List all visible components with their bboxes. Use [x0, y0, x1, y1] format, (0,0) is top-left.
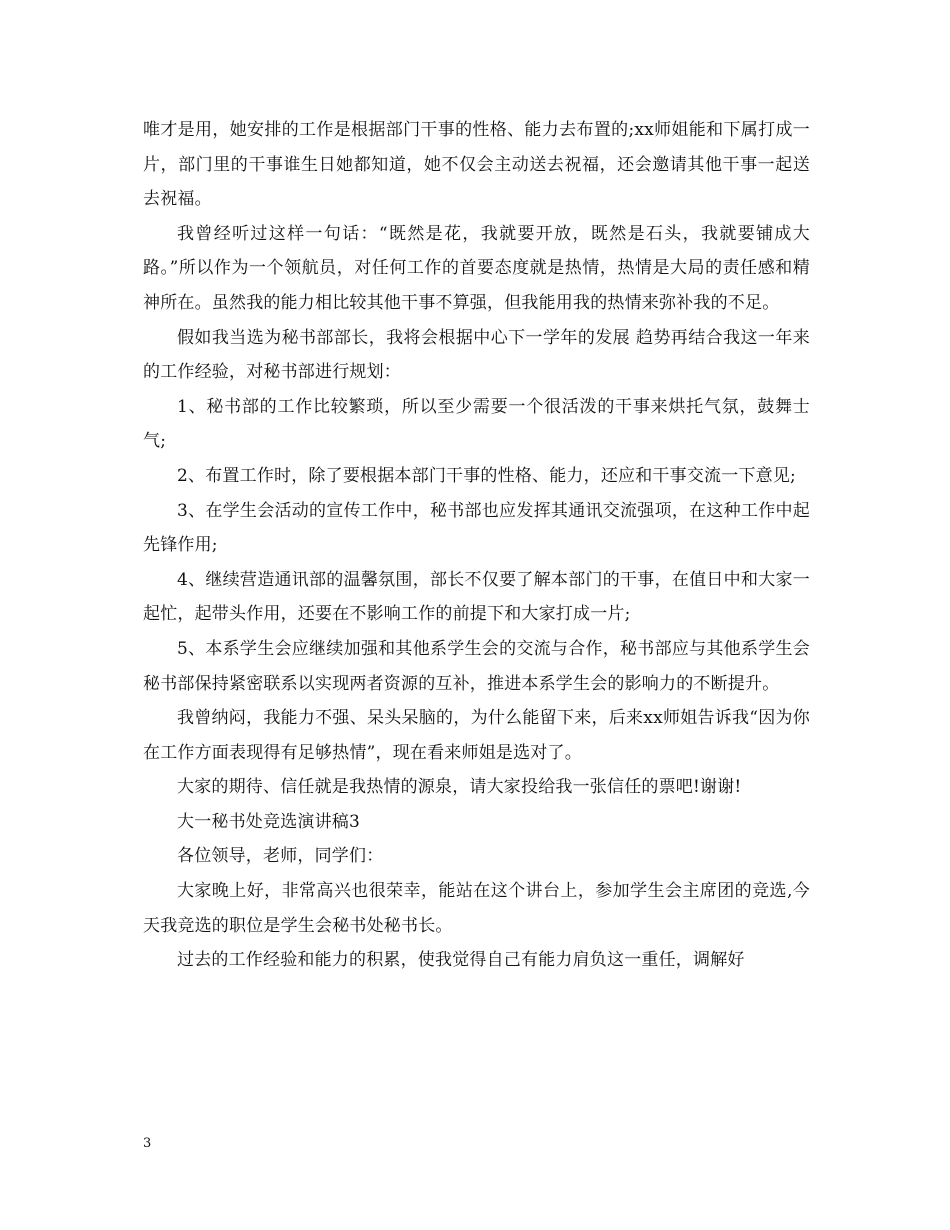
paragraph: 大家的期待、信任就是我热情的源泉，请大家投给我一张信任的票吧!谢谢!: [177, 777, 742, 798]
paragraph: 我曾经听过这样一句话：“既然是花，我就要开放，既然是石头，我就要铺成大路。”所以作为一个领航员，对任何工作的首要态度就是热情，热情是大局的责任感和精神所在。虽然我的能力相比较其他干事不算强，但我能用我的热情来弥补我的不足。: [143, 223, 810, 313]
page-number: 3: [143, 1136, 152, 1151]
paragraph: 过去的工作经验和能力的积累，使我觉得自己有能力肩负这一重任，调解好: [177, 950, 745, 971]
paragraph: 大家晚上好，非常高兴也很荣幸，能站在这个讲台上，参加学生会主席团的竞选,今天我竞选的职位是学生会秘书处秘书长。: [143, 881, 810, 936]
list-item: 3、在学生会活动的宣传工作中，秘书部也应发挥其通讯交流强项，在这种工作中起先锋作用;: [143, 500, 810, 556]
body-text: [143, 113, 810, 978]
paragraph: 唯才是用，她安排的工作是根据部门干事的性格、能力去布置的;xx师姐能和下属打成一片，部门里的干事谁生日她都知道，她不仅会主动送去祝福，还会邀请其他干事一起送去祝福。: [143, 120, 810, 210]
list-item: 4、继续营造通讯部的温馨氛围，部长不仅要了解本部门的干事，在值日中和大家一起忙，起带头作用，还要在不影响工作的前提下和大家打成一片;: [143, 569, 810, 625]
salutation: 各位领导，老师，同学们：: [177, 846, 384, 867]
paragraph: 我曾纳闷，我能力不强、呆头呆脑的，为什么能留下来，后来xx师姐告诉我“因为你在工作方面表现得有足够热情”，现在看来师姐是选对了。: [143, 708, 810, 763]
section-heading: 大一秘书处竞选演讲稿3: [177, 811, 361, 832]
paragraph: 假如我当选为秘书部部长，我将会根据中心下一学年的发展 趋势再结合我这一年来的工作经验，对秘书部进行规划：: [143, 327, 810, 383]
list-item: 1、秘书部的工作比较繁琐，所以至少需要一个很活泼的干事来烘托气氛，鼓舞士气;: [143, 396, 810, 452]
list-item: 5、本系学生会应继续加强和其他系学生会的交流与合作，秘书部应与其他系学生会秘书部保持紧密联系以实现两者资源的互补，推进本系学生会的影响力的不断提升。: [143, 638, 810, 694]
list-item: 2、布置工作时，除了要根据本部门干事的性格、能力，还应和干事交流一下意见;: [177, 465, 796, 486]
